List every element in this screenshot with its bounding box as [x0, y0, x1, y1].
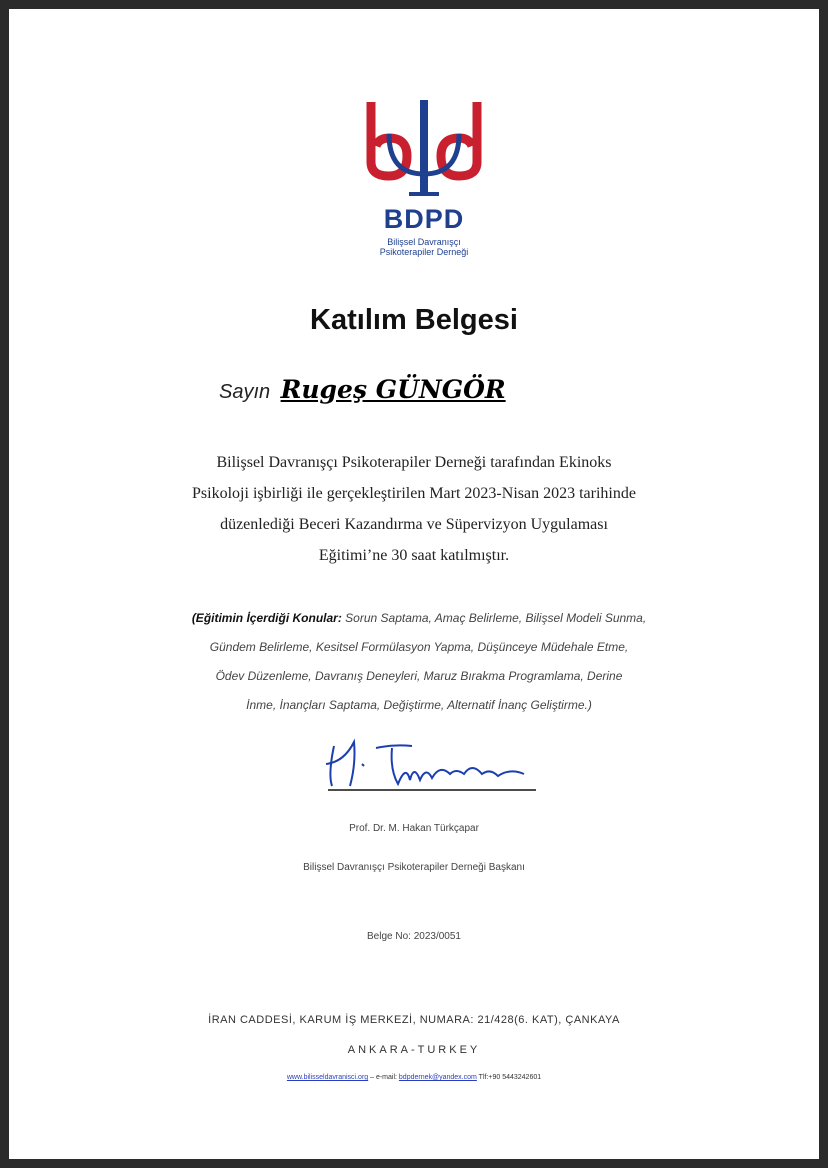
- salutation: [219, 375, 506, 415]
- psi-emblem-icon: [349, 94, 499, 204]
- salutation-prefix: Sayın: [219, 381, 271, 403]
- certificate-page: [9, 9, 819, 1159]
- logo-subtitle-line2: Psikoterapiler Derneği: [379, 247, 469, 257]
- phone-text: Tlf:+90 5443242601: [476, 1074, 542, 1081]
- topics-line: Ödev Düzenleme, Davranış Deneyleri, Maruz Bırakma Programlama, Derine: [215, 669, 623, 683]
- handwritten-signature: [314, 734, 544, 794]
- certificate-title: Katılım Belgesi: [310, 304, 518, 336]
- footer-contact: [9, 1074, 819, 1081]
- topics-text: Sorun Saptama, Amaç Belirleme, Bilişsel Modeli Sunma,: [341, 611, 647, 625]
- signer-role: Bilişsel Davranışçı Psikoterapiler Derneği Başkanı: [303, 862, 525, 873]
- recipient-name: Rugeş GÜNGÖR: [280, 375, 506, 404]
- body-line: Psikoloji işbirliği ile gerçekleştirilen Mart 2023-Nisan 2023 tarihinde: [192, 485, 636, 502]
- body-line: Eğitimi’ne 30 saat katılmıştır.: [318, 547, 510, 564]
- topics-line: Gündem Belirleme, Kesitsel Formülasyon Yapma, Düşünceye Müdehale Etme,: [209, 640, 629, 654]
- topics-line: [119, 604, 719, 633]
- footer-address: İRAN CADDESİ, KARUM İŞ MERKEZİ, NUMARA: 21/428(6. KAT), ÇANKAYA: [208, 1014, 620, 1026]
- logo-subtitle-line1: Bilişsel Davranışçı: [387, 237, 461, 247]
- topics-line: İnme, İnançları Saptama, Değiştirme, Alternatif İnanç Geliştirme.): [246, 698, 592, 712]
- bdpd-logo: [349, 94, 499, 269]
- body-line: düzenlediği Beceri Kazandırma ve Süpervizyon Uygulaması: [220, 516, 608, 533]
- topics-lead: (Eğitimin İçerdiği Konular:: [191, 611, 342, 625]
- body-line: Bilişsel Davranışçı Psikoterapiler Derneği tarafından Ekinoks: [216, 454, 612, 471]
- signer-name: Prof. Dr. M. Hakan Türkçapar: [349, 823, 479, 834]
- email-link[interactable]: bdpdernek@yandex.com: [398, 1074, 477, 1081]
- email-label: – e-mail:: [368, 1074, 399, 1081]
- logo-acronym: BDPD: [383, 204, 465, 234]
- certificate-body: [119, 447, 709, 571]
- document-number: Belge No: 2023/0051: [367, 931, 461, 942]
- footer-country: ANKARA-TURKEY: [347, 1044, 481, 1056]
- website-link[interactable]: www.bilisseldavranisci.org: [286, 1074, 369, 1081]
- training-topics: [119, 604, 719, 720]
